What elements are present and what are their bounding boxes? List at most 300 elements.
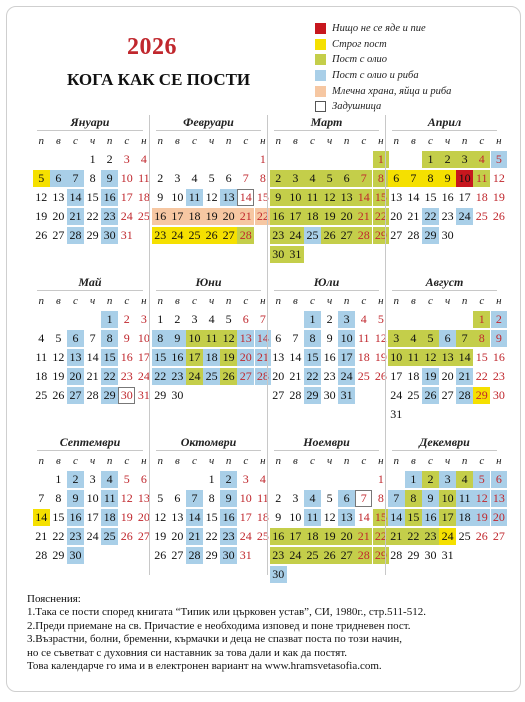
day-cell: 11	[304, 189, 321, 206]
day-cell: 30	[67, 547, 84, 564]
weekday-label: н	[260, 295, 266, 307]
empty-cell	[220, 151, 237, 168]
weekday-label: н	[141, 455, 147, 467]
day-cell: 22	[475, 369, 488, 383]
weekday-label: н	[141, 295, 147, 307]
weekday-label: ч	[89, 295, 96, 307]
weekday-label: п	[461, 455, 468, 467]
weekday-label: ч	[208, 135, 215, 147]
day-cell: 27	[220, 227, 237, 244]
day-cell: 19	[321, 208, 338, 225]
day-cell: 17	[458, 190, 471, 204]
day-cell: 16	[152, 208, 169, 225]
day-cell: 21	[456, 368, 473, 385]
day-cell: 23	[323, 369, 336, 383]
day-cell: 13	[237, 330, 254, 347]
day-cell: 14	[86, 350, 99, 364]
day-cell: 6	[491, 471, 508, 488]
day-cell: 30	[171, 388, 184, 402]
days-grid	[150, 311, 267, 404]
day-cell: 23	[422, 528, 439, 545]
weekday-label: н	[496, 135, 502, 147]
day-cell: 31	[137, 388, 150, 402]
day-cell: 14	[33, 509, 50, 526]
day-cell: 11	[138, 171, 150, 185]
empty-cell	[287, 471, 304, 488]
day-cell: 5	[123, 472, 130, 486]
month-block	[385, 115, 503, 275]
day-cell: 27	[237, 368, 254, 385]
weekday-label: н	[260, 455, 266, 467]
day-cell: 30	[220, 547, 237, 564]
month-block	[149, 275, 267, 435]
weekday-header	[31, 292, 149, 311]
day-cell: 10	[86, 491, 99, 505]
day-cell: 7	[405, 170, 422, 187]
day-cell: 22	[101, 368, 118, 385]
empty-cell	[270, 151, 287, 168]
day-cell: 4	[101, 471, 118, 488]
day-cell: 24	[456, 208, 473, 225]
weekday-label: в	[175, 455, 180, 467]
weekday-label: с	[73, 455, 78, 467]
day-cell: 30	[270, 566, 287, 583]
notes-title: Пояснения:	[27, 593, 81, 605]
day-cell: 26	[154, 548, 167, 562]
day-cell: 2	[106, 152, 113, 166]
day-cell: 9	[270, 189, 287, 206]
day-cell: 11	[203, 330, 220, 347]
day-cell: 3	[292, 491, 299, 505]
day-cell: 31	[390, 407, 403, 421]
day-cell: 8	[208, 491, 215, 505]
day-cell: 5	[157, 491, 164, 505]
day-cell: 13	[67, 349, 84, 366]
weekday-label: п	[225, 455, 232, 467]
weekday-label: с	[73, 295, 78, 307]
day-cell: 20	[338, 208, 355, 225]
weekday-label: в	[293, 295, 298, 307]
day-cell: 27	[171, 548, 184, 562]
day-cell: 29	[407, 548, 420, 562]
day-cell: 26	[220, 368, 237, 385]
empty-cell	[203, 151, 220, 168]
day-cell: 10	[388, 349, 405, 366]
weekday-label: п	[275, 295, 282, 307]
weekday-label: п	[157, 455, 164, 467]
year-title: 2026	[127, 34, 177, 60]
day-cell: 19	[321, 528, 338, 545]
day-cell: 15	[52, 510, 65, 524]
day-cell: 15	[304, 349, 321, 366]
day-cell: 5	[321, 170, 338, 187]
day-cell: 17	[120, 190, 133, 204]
day-cell: 21	[255, 349, 272, 366]
days-grid	[386, 151, 503, 244]
day-cell: 6	[140, 472, 147, 486]
day-cell: 21	[355, 528, 372, 545]
day-cell: 3	[174, 171, 181, 185]
day-cell: 20	[491, 509, 508, 526]
legend-label: Строг пост	[332, 38, 387, 50]
day-cell: 22	[373, 528, 390, 545]
day-cell: 25	[475, 209, 488, 223]
day-cell: 19	[374, 350, 387, 364]
weekday-label: н	[378, 135, 384, 147]
weekday-label: в	[175, 295, 180, 307]
empty-cell	[67, 151, 84, 168]
weekday-label: ч	[444, 135, 451, 147]
empty-cell	[152, 471, 169, 488]
day-cell: 6	[50, 170, 67, 187]
day-cell: 9	[220, 490, 237, 507]
empty-cell	[304, 151, 321, 168]
day-cell: 14	[237, 189, 254, 206]
day-cell: 29	[154, 388, 167, 402]
day-cell: 24	[287, 227, 304, 244]
day-cell: 14	[407, 190, 420, 204]
empty-cell	[270, 471, 287, 488]
day-cell: 17	[86, 510, 99, 524]
day-cell: 12	[323, 510, 336, 524]
weekday-label: в	[56, 295, 61, 307]
day-cell: 8	[55, 491, 62, 505]
day-cell: 18	[456, 509, 473, 526]
day-cell: 21	[237, 208, 254, 225]
weekday-label: с	[243, 295, 249, 307]
day-cell: 1	[208, 472, 215, 486]
day-cell: 26	[321, 547, 338, 564]
day-cell: 1	[405, 471, 422, 488]
day-cell: 28	[407, 228, 420, 242]
legend-label: Задушница	[332, 101, 382, 113]
month-block	[31, 435, 149, 575]
legend-swatch-red	[315, 23, 326, 34]
day-cell: 26	[492, 209, 505, 223]
empty-cell	[152, 151, 169, 168]
day-cell: 8	[373, 170, 390, 187]
day-cell: 27	[272, 388, 285, 402]
day-cell: 19	[422, 368, 439, 385]
empty-cell	[287, 151, 304, 168]
day-cell: 10	[287, 189, 304, 206]
day-cell: 29	[473, 387, 490, 404]
day-cell: 7	[355, 490, 372, 507]
weekday-label: с	[192, 295, 197, 307]
day-cell: 7	[242, 171, 249, 185]
day-cell: 24	[120, 209, 133, 223]
days-grid	[150, 471, 267, 564]
day-cell: 8	[304, 330, 321, 347]
day-cell: 15	[373, 509, 390, 526]
day-cell: 6	[275, 331, 282, 345]
day-cell: 22	[205, 529, 218, 543]
day-cell: 11	[304, 509, 321, 526]
day-cell: 28	[255, 368, 272, 385]
day-cell: 13	[439, 349, 456, 366]
day-cell: 26	[52, 388, 65, 402]
months-row	[31, 275, 503, 435]
empty-cell	[33, 471, 50, 488]
weekday-label: с	[243, 135, 249, 147]
month-name: Май	[78, 275, 102, 289]
weekday-label: в	[411, 455, 416, 467]
day-cell: 18	[137, 190, 150, 204]
weekday-label: с	[479, 135, 485, 147]
day-cell: 30	[441, 228, 454, 242]
day-cell: 6	[388, 170, 405, 187]
day-cell: 18	[35, 369, 48, 383]
day-cell: 25	[35, 388, 48, 402]
day-cell: 3	[140, 312, 147, 326]
empty-cell	[388, 151, 405, 168]
weekday-label: п	[106, 295, 113, 307]
empty-cell	[304, 471, 321, 488]
day-cell: 3	[287, 170, 304, 187]
day-cell: 1	[373, 151, 390, 168]
day-cell: 10	[338, 330, 355, 347]
legend-label: Млечна храна, яйца и риба	[332, 85, 452, 97]
day-cell: 9	[326, 331, 333, 345]
day-cell: 25	[357, 369, 370, 383]
day-cell: 19	[35, 209, 48, 223]
day-cell: 1	[473, 311, 490, 328]
day-cell: 7	[67, 170, 84, 187]
day-cell: 4	[360, 312, 367, 326]
day-cell: 1	[259, 152, 266, 166]
day-cell: 4	[191, 171, 198, 185]
day-cell: 27	[52, 228, 65, 242]
legend	[315, 21, 451, 115]
weekday-label: н	[141, 135, 147, 147]
weekday-label: с	[310, 135, 315, 147]
day-cell: 14	[289, 350, 302, 364]
day-cell: 4	[304, 490, 321, 507]
day-cell: 18	[475, 190, 488, 204]
weekday-header	[386, 452, 503, 471]
weekday-label: ч	[208, 295, 215, 307]
weekday-label: н	[260, 135, 266, 147]
month-name: Февруари	[183, 115, 234, 129]
month-name: Август	[425, 275, 464, 289]
day-cell: 16	[422, 509, 439, 526]
day-cell: 23	[169, 368, 186, 385]
day-cell: 28	[456, 387, 473, 404]
day-cell: 23	[152, 227, 169, 244]
legend-swatch-yellow	[315, 39, 326, 50]
empty-cell	[84, 311, 101, 328]
month-name: Ноември	[303, 435, 350, 449]
day-cell: 18	[101, 509, 118, 526]
day-cell: 6	[242, 312, 249, 326]
day-cell: 12	[220, 330, 237, 347]
day-cell: 18	[304, 528, 321, 545]
day-cell: 2	[174, 312, 181, 326]
day-cell: 8	[101, 330, 118, 347]
day-cell: 18	[256, 510, 269, 524]
weekday-label: п	[157, 295, 164, 307]
day-cell: 20	[67, 368, 84, 385]
day-cell: 20	[272, 369, 285, 383]
day-cell: 20	[390, 209, 403, 223]
day-cell: 31	[338, 387, 355, 404]
day-cell: 7	[38, 491, 45, 505]
weekday-label: п	[275, 455, 282, 467]
day-cell: 15	[475, 350, 488, 364]
day-cell: 25	[407, 388, 420, 402]
day-cell: 9	[422, 490, 439, 507]
month-block	[267, 435, 387, 581]
day-cell: 25	[304, 547, 321, 564]
day-cell: 23	[101, 208, 118, 225]
day-cell: 25	[203, 368, 220, 385]
month-divider	[392, 130, 497, 131]
weekday-header	[31, 452, 149, 471]
day-cell: 10	[120, 171, 133, 185]
empty-cell	[169, 471, 186, 488]
empty-cell	[321, 151, 338, 168]
day-cell: 3	[456, 151, 473, 168]
day-cell: 30	[323, 388, 336, 402]
weekday-label: с	[243, 455, 249, 467]
day-cell: 30	[118, 387, 135, 404]
month-block	[31, 115, 149, 275]
notes-line: 2.Преди приемане на св. Причастие е необходима изповед и поне тридневен пост.	[27, 619, 411, 632]
day-cell: 22	[405, 528, 422, 545]
day-cell: 20	[338, 528, 355, 545]
weekday-label: ч	[89, 135, 96, 147]
weekday-label: в	[411, 135, 416, 147]
weekday-label: н	[378, 295, 384, 307]
months-grid	[31, 115, 505, 581]
month-block	[267, 275, 385, 435]
weekday-label: с	[361, 295, 367, 307]
weekday-label: п	[343, 455, 350, 467]
empty-cell	[338, 151, 355, 168]
legend-label: Пост с олио и риба	[332, 70, 419, 82]
day-cell: 29	[86, 228, 99, 242]
day-cell: 2	[67, 471, 84, 488]
day-cell: 7	[89, 331, 96, 345]
weekday-label: с	[310, 295, 315, 307]
day-cell: 11	[357, 331, 370, 345]
day-cell: 28	[355, 547, 372, 564]
day-cell: 23	[67, 528, 84, 545]
day-cell: 2	[270, 170, 287, 187]
day-cell: 26	[120, 529, 133, 543]
day-cell: 3	[439, 471, 456, 488]
day-cell: 17	[287, 208, 304, 225]
day-cell: 30	[492, 388, 505, 402]
day-cell: 16	[270, 208, 287, 225]
empty-cell	[355, 151, 372, 168]
weekday-label: с	[124, 135, 130, 147]
day-cell: 27	[390, 228, 403, 242]
month-name: Декември	[419, 435, 470, 449]
month-block	[149, 115, 267, 275]
day-cell: 26	[475, 529, 488, 543]
day-cell: 24	[186, 368, 203, 385]
day-cell: 9	[169, 330, 186, 347]
day-cell: 6	[225, 171, 232, 185]
weekday-label: с	[73, 135, 78, 147]
day-cell: 10	[137, 331, 150, 345]
day-cell: 28	[35, 548, 48, 562]
weekday-label: ч	[326, 455, 333, 467]
day-cell: 14	[67, 189, 84, 206]
weekday-label: п	[461, 135, 468, 147]
day-cell: 7	[355, 170, 372, 187]
legend-item-dairy	[315, 83, 451, 99]
day-cell: 12	[473, 490, 490, 507]
day-cell: 13	[338, 509, 355, 526]
day-cell: 31	[120, 228, 133, 242]
day-cell: 13	[491, 490, 508, 507]
day-cell: 19	[492, 190, 505, 204]
day-cell: 26	[35, 228, 48, 242]
day-cell: 24	[169, 227, 186, 244]
day-cell: 28	[390, 548, 403, 562]
day-cell: 12	[154, 510, 167, 524]
day-cell: 10	[186, 330, 203, 347]
day-cell: 11	[473, 170, 490, 187]
day-cell: 25	[304, 227, 321, 244]
months-row	[31, 435, 505, 581]
days-grid	[31, 471, 149, 564]
day-cell: 28	[86, 388, 99, 402]
weekday-label: ч	[444, 455, 451, 467]
months-row	[31, 115, 503, 275]
month-block	[31, 275, 149, 435]
day-cell: 23	[492, 369, 505, 383]
day-cell: 17	[239, 510, 252, 524]
legend-item-strict-fast	[315, 37, 451, 53]
days-grid	[268, 151, 385, 263]
weekday-label: п	[106, 135, 113, 147]
day-cell: 29	[373, 547, 390, 564]
day-cell: 5	[473, 471, 490, 488]
weekday-label: с	[192, 135, 197, 147]
day-cell: 31	[239, 548, 252, 562]
day-cell: 17	[169, 208, 186, 225]
day-cell: 29	[422, 227, 439, 244]
day-cell: 15	[101, 349, 118, 366]
day-cell: 1	[89, 152, 96, 166]
month-divider	[37, 450, 143, 451]
day-cell: 16	[220, 509, 237, 526]
day-cell: 10	[239, 491, 252, 505]
day-cell: 3	[191, 312, 198, 326]
day-cell: 15	[405, 509, 422, 526]
day-cell: 14	[355, 189, 372, 206]
day-cell: 17	[338, 349, 355, 366]
day-cell: 29	[205, 548, 218, 562]
day-cell: 19	[120, 510, 133, 524]
day-cell: 9	[157, 190, 164, 204]
day-cell: 28	[186, 547, 203, 564]
day-cell: 19	[473, 509, 490, 526]
day-cell: 13	[272, 350, 285, 364]
calendar-card	[6, 6, 521, 692]
day-cell: 3	[89, 472, 96, 486]
weekday-label: н	[378, 455, 384, 467]
day-cell: 23	[270, 227, 287, 244]
day-cell: 27	[67, 387, 84, 404]
day-cell: 16	[492, 350, 505, 364]
day-cell: 12	[422, 349, 439, 366]
legend-label: Пост с олио	[332, 54, 388, 66]
day-cell: 23	[220, 528, 237, 545]
